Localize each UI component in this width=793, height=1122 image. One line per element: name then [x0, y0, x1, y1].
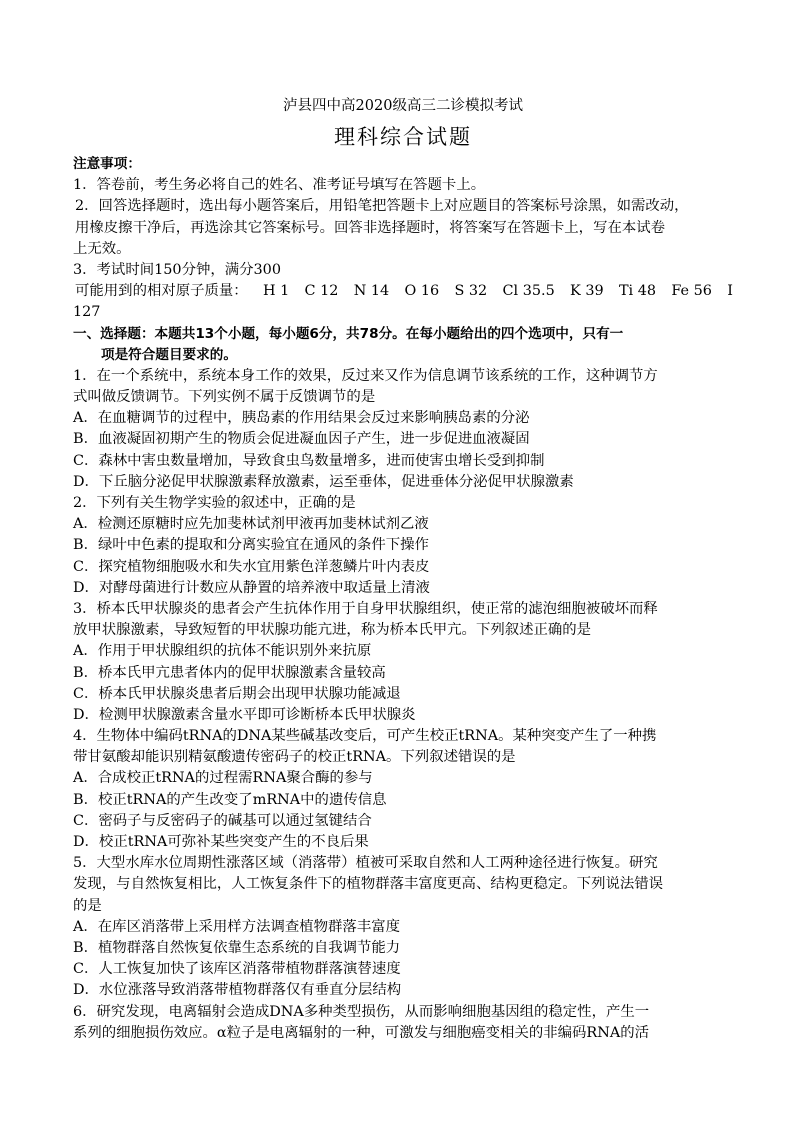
q1-option-a: A．在血糖调节的过程中，胰岛素的作用结果会反过来影响胰岛素的分泌 — [73, 410, 530, 427]
q5-option-c: C．人工恢复加快了该库区消落带植物群落演替速度 — [73, 961, 401, 978]
q1-stem-line-2: 式叫做反馈调节。下列实例不属于反馈调节的是 — [73, 389, 376, 406]
q5-option-a: A．在库区消落带上采用样方法调查植物群落丰富度 — [73, 918, 400, 935]
q3-stem-line-1: 3．桥本氏甲状腺炎的患者会产生抗体作用于自身甲状腺组织，使正常的滤泡细胞被破坏而释 — [73, 600, 658, 617]
q4-option-b: B．校正tRNA的产生改变了mRNA中的遗传信息 — [73, 791, 387, 808]
note-2-line-1: 2．回答选择题时，选出每小题答案后，用铅笔把答题卡上对应题目的答案标号涂黑，如需改动， — [75, 198, 689, 215]
q5-option-b: B．植物群落自然恢复依靠生态系统的自我调节能力 — [73, 939, 401, 956]
atomic-mass-o: O 16 — [404, 283, 440, 300]
section-1-heading-cont: 项是符合题目要求的。 — [101, 346, 237, 363]
q1-option-b: B．血液凝固初期产生的物质会促进凝血因子产生，进一步促进血液凝固 — [73, 431, 530, 448]
note-2-line-3: 上无效。 — [73, 240, 131, 257]
q2-option-c: C．探究植物细胞吸水和失水宜用紫色洋葱鳞片叶内表皮 — [73, 558, 430, 575]
atomic-mass-i: I — [727, 283, 733, 300]
q4-stem-line-1: 4．生物体中编码tRNA的DNA某些碱基改变后，可产生校正tRNA。某种突变产生了一种携 — [73, 728, 657, 745]
q1-option-d: D．下丘脑分泌促甲状腺激素释放激素，运至垂体，促进垂体分泌促甲状腺激素 — [73, 473, 574, 490]
exam-title: 理科综合试题 — [334, 125, 472, 149]
q5-stem-line-2: 发现，与自然恢复相比，人工恢复条件下的植物群落丰富度更高、结构更稳定。下列说法错误 — [73, 876, 664, 893]
q3-stem-line-2: 放甲状腺激素，导致短暂的甲状腺功能亢进，称为桥本氏甲亢。下列叙述正确的是 — [73, 622, 592, 639]
note-1: 1．答卷前，考生务必将自己的姓名、准考证号填写在答题卡上。 — [73, 177, 486, 194]
q5-stem-line-3: 的是 — [73, 897, 102, 914]
q4-option-a: A．合成校正tRNA的过程需RNA聚合酶的参与 — [73, 770, 373, 787]
q2-option-b: B．绿叶中色素的提取和分离实验宜在通风的条件下操作 — [73, 537, 429, 554]
q2-option-a: A．检测还原糖时应先加斐林试剂甲液再加斐林试剂乙液 — [73, 516, 429, 533]
atomic-mass-tail: 127 — [73, 304, 101, 321]
q5-stem-line-1: 5．大型水库水位周期性涨落区域（消落带）植被可采取自然和人工两种途径进行恢复。研究 — [73, 855, 658, 872]
q2-stem: 2．下列有关生物学实验的叙述中，正确的是 — [73, 495, 356, 511]
atomic-mass-k: K 39 — [570, 283, 604, 300]
exam-content — [73, 154, 733, 1044]
atomic-mass-c: C 12 — [304, 283, 339, 300]
q6-stem-line-2: 系列的细胞损伤效应。α粒子是电离辐射的一种，可激发与细胞癌变相关的非编码RNA的活 — [73, 1024, 649, 1041]
atomic-mass-line — [73, 281, 733, 302]
q3-option-c: C．桥本氏甲状腺炎患者后期会出现甲状腺功能减退 — [73, 685, 401, 702]
q4-stem-line-2: 带甘氨酸却能识别精氨酸遗传密码子的校正tRNA。下列叙述错误的是 — [73, 749, 516, 766]
note-2-line-2: 用橡皮擦干净后，再选涂其它答案标号。回答非选择题时，将答案写在答题卡上，写在本试卷 — [75, 219, 666, 236]
atomic-mass-fe: Fe 56 — [671, 283, 712, 300]
q2-option-d: D．对酵母菌进行计数应从静置的培养液中取适量上清液 — [73, 579, 430, 596]
atomic-mass-label: 可能用到的相对原子质量： — [75, 283, 248, 300]
q5-option-d: D．水位涨落导致消落带植物群落仅有垂直分层结构 — [73, 982, 402, 999]
q3-option-d: D．检测甲状腺激素含量水平即可诊断桥本氏甲状腺炎 — [73, 706, 416, 723]
q6-stem-line-1: 6．研究发现，电离辐射会造成DNA多种类型损伤，从而影响细胞基因组的稳定性，产生一 — [73, 1003, 650, 1020]
q3-option-b: B．桥本氏甲亢患者体内的促甲状腺激素含量较高 — [73, 664, 386, 681]
q4-option-c: C．密码子与反密码子的碱基可以通过氢键结合 — [73, 812, 372, 829]
q1-option-c: C．森林中害虫数量增加，导致食虫鸟数量增多，进而使害虫增长受到抑制 — [73, 452, 545, 469]
atomic-mass-s: S 32 — [454, 283, 488, 300]
q4-option-d: D．校正tRNA可弥补某些突变产生的不良后果 — [73, 834, 369, 850]
note-3: 3．考试时间150分钟，满分300 — [73, 261, 281, 278]
exam-subtitle: 泸县四中高2020级高三二诊模拟考试 — [283, 98, 523, 114]
atomic-mass-ti: Ti 48 — [618, 283, 657, 300]
q3-option-a: A．作用于甲状腺组织的抗体不能识别外来抗原 — [73, 643, 372, 660]
notes-heading: 注意事项： — [73, 156, 141, 172]
section-1-heading: 一、选择题：本题共13个小题，每小题6分，共78分。在每小题给出的四个选项中，只有一 — [73, 325, 624, 342]
atomic-mass-cl: Cl 35.5 — [502, 283, 555, 300]
atomic-mass-n: N 14 — [353, 283, 390, 300]
q1-stem-line-1: 1．在一个系统中，系统本身工作的效果，反过来又作为信息调节该系统的工作，这种调节方 — [73, 367, 658, 384]
atomic-mass-h: H 1 — [262, 283, 290, 300]
